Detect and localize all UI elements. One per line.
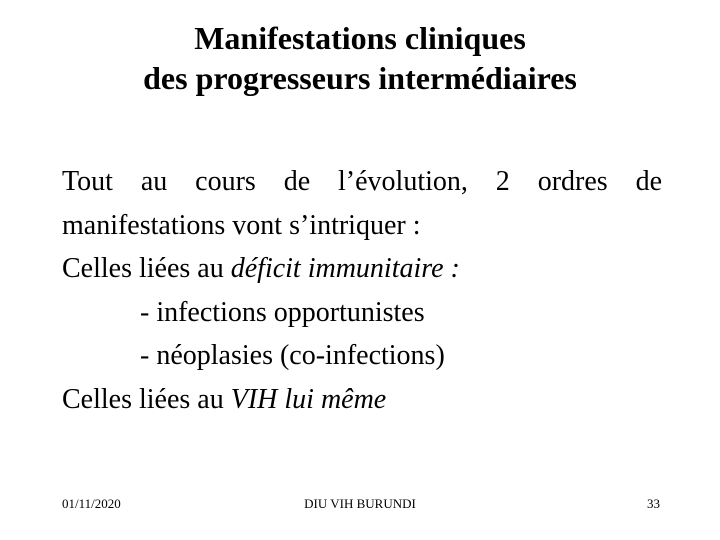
footer-center-text: DIU VIH BURUNDI	[304, 496, 416, 511]
vih-italic: VIH lui même	[230, 383, 387, 415]
slide-body	[62, 160, 662, 421]
deficit-italic: déficit immunitaire :	[230, 253, 460, 284]
bullet-infections: - infections opportunistes	[140, 296, 425, 328]
intro-line-2: manifestations vont s’intriquer :	[62, 209, 421, 241]
vih-line	[62, 378, 662, 422]
intro-line-1: Tout au cours de l’évolution, 2 ordres de	[62, 166, 662, 197]
slide-title-line-1: Manifestations cliniques	[194, 20, 526, 56]
vih-prefix: Celles liées au	[62, 383, 231, 415]
deficit-line	[62, 247, 662, 291]
bullet-neoplasies: - néoplasies (co-infections)	[140, 340, 445, 371]
footer-date: 01/11/2020	[62, 496, 121, 511]
slide-title	[0, 18, 720, 98]
deficit-prefix: Celles liées au	[62, 253, 231, 284]
footer-page-number: 33	[647, 496, 660, 511]
slide-title-line-2: des progresseurs intermédiaires	[143, 60, 577, 96]
